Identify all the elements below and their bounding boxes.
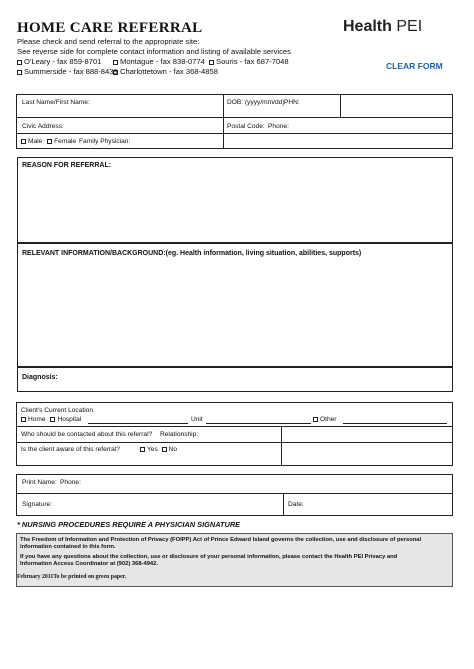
yes-label: Yes (147, 446, 158, 453)
print-note: February 2011To be printed on green paper. (17, 574, 127, 580)
form-title: HOME CARE REFERRAL (17, 20, 203, 36)
logo-pei: PEI (396, 18, 423, 35)
aware-options (140, 446, 177, 453)
clear-form-button[interactable]: CLEAR FORM (386, 61, 443, 71)
site-checkbox-oleary[interactable] (17, 60, 22, 65)
privacy-line-1: The Freedom of Information and Protection of Privacy (FOIPP) Act of Prince Edward Island governs the collection, use and disclosure of personal (20, 537, 422, 543)
reason-box[interactable] (17, 157, 453, 243)
unit-label: Unit (191, 416, 203, 423)
contact-field[interactable] (284, 428, 452, 441)
privacy-line-2: information contained in this form. (20, 544, 116, 550)
site-summerside: Summerside - fax 888-8439 (24, 67, 118, 76)
site-row-1 (17, 57, 289, 67)
sex-options (21, 138, 76, 145)
reason-label: REASON FOR REFERRAL: (22, 162, 112, 169)
address-field[interactable] (70, 119, 220, 132)
diagnosis-label: Diagnosis: (22, 374, 58, 381)
home-checkbox[interactable] (21, 417, 26, 422)
site-checkbox-souris[interactable] (209, 60, 214, 65)
privacy-line-4: Information Access Coordinator at (902) 368-4942. (20, 561, 158, 567)
aware-label: Is the client aware of this referral? (21, 446, 120, 453)
signature-label: Signature: (22, 501, 53, 508)
postal-code-label: Postal Code: (227, 123, 265, 130)
health-pei-logo (343, 18, 422, 36)
other-label: Other (313, 416, 337, 423)
current-location-label: Client's Current Location (21, 407, 93, 414)
site-row-2 (17, 67, 218, 77)
instructions-line-1: Please check and send referral to the appropriate site: (17, 37, 200, 46)
dob-label: DOB: (yyyy/mm/dd) (227, 99, 285, 106)
address-label: Civic Address: (22, 123, 64, 130)
site-checkbox-charlottetown[interactable] (113, 70, 118, 75)
phn-label: PHN: (284, 99, 300, 106)
male-checkbox[interactable] (21, 139, 26, 144)
phn-field[interactable] (342, 96, 452, 116)
signature-field[interactable] (60, 495, 280, 514)
physician-signature-notice: * NURSING PROCEDURES REQUIRE A PHYSICIAN SIGNATURE (17, 520, 241, 529)
site-charlottetown: Charlottetown - fax 368-4858 (120, 67, 218, 76)
hospital-label: Hospital (57, 416, 82, 423)
name-label: Last Name/First Name: (22, 99, 90, 106)
site-souris: Souris - fax 687-7048 (216, 57, 289, 66)
date-field[interactable] (310, 495, 450, 514)
name-field[interactable] (100, 96, 220, 116)
date-label: Date: (288, 501, 304, 508)
female-label: Female (54, 138, 77, 145)
male-label: Male (28, 138, 43, 145)
home-label: Home (28, 416, 46, 423)
aware-yes-checkbox[interactable] (140, 447, 145, 452)
site-oleary: O'Leary - fax 859-8701 (24, 57, 102, 66)
hospital-checkbox[interactable] (50, 417, 55, 422)
signer-phone-label: Phone: (60, 479, 81, 486)
privacy-line-3: If you have any questions about the collection, use or disclosure of your personal information, please contact the Health PEI Privacy and (20, 554, 398, 560)
site-montague: Montague - fax 838-0774 (120, 57, 205, 66)
female-checkbox[interactable] (47, 139, 52, 144)
aware-no-checkbox[interactable] (162, 447, 167, 452)
instructions-line-2: See reverse side for complete contact information and listing of available services (17, 47, 291, 56)
logo-health: Health (343, 18, 392, 35)
relevant-label: RELEVANT INFORMATION/BACKGROUND:(eg. Health information, living situation, abilities, supports) (22, 250, 362, 257)
physician-label: Family Physician: (79, 138, 131, 145)
diagnosis-box[interactable] (17, 367, 453, 392)
site-checkbox-summerside[interactable] (17, 70, 22, 75)
print-name-field[interactable] (90, 476, 450, 491)
print-name-label: Print Name: (22, 479, 57, 486)
relevant-info-box[interactable] (17, 243, 453, 367)
location-options (21, 416, 81, 423)
other-checkbox[interactable] (313, 417, 318, 422)
phone-label: Phone: (268, 123, 289, 130)
relevant-hint: (eg. Health information, living situation, abilities, supports) (165, 250, 362, 257)
contact-label: Who should be contacted about this referral? (21, 431, 153, 438)
site-checkbox-montague[interactable] (113, 60, 118, 65)
relationship-label: Relationship: (160, 431, 199, 438)
no-label: No (168, 446, 178, 453)
